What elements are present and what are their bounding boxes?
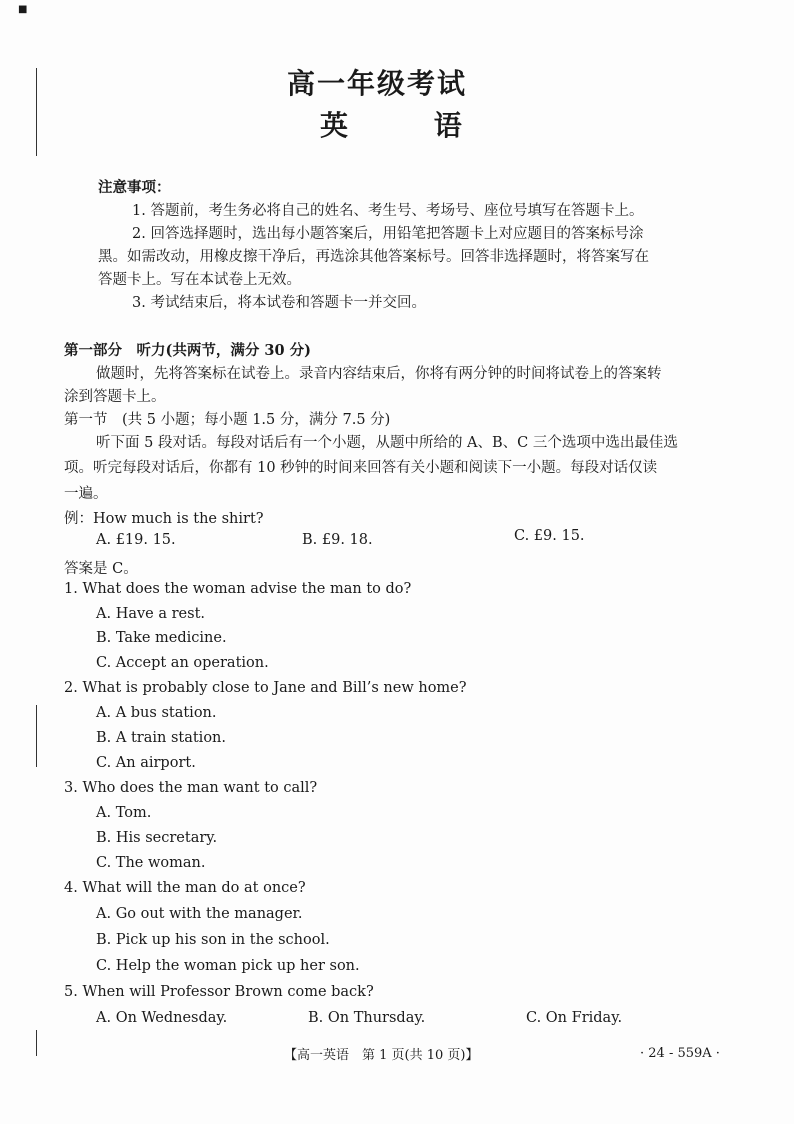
example-option: C. £9. 15.: [514, 528, 585, 544]
example-question: 例：How much is the shirt?: [64, 511, 264, 527]
question-text: 2. What is probably close to Jane and Bill’s new home?: [64, 680, 467, 696]
answer-option: B. Take medicine.: [96, 630, 227, 646]
notice-item: 2. 回答选择题时，选出每小题答案后，用铅笔把答题卡上对应题目的答案标号涂: [132, 226, 644, 242]
answer-option: B. Pick up his son in the school.: [96, 932, 330, 948]
answer-option: C. Accept an operation.: [96, 655, 269, 671]
answer-option: B. A train station.: [96, 730, 226, 746]
corner-mark: ■: [18, 4, 28, 15]
notice-item: 黑。如需改动，用橡皮擦干净后，再选涂其他答案标号。回答非选择题时，将答案写在: [98, 249, 649, 265]
notice-item: 1. 答题前，考生务必将自己的姓名、考生号、考场号、座位号填写在答题卡上。: [132, 203, 644, 219]
margin-line-top: [36, 68, 37, 156]
part1-intro: 做题时，先将答案标在试卷上。录音内容结束后，你将有两分钟的时间将试卷上的答案转: [96, 366, 662, 382]
notice-item: 答题卡上。写在本试卷上无效。: [98, 272, 301, 288]
answer-option: A. Have a rest.: [96, 606, 206, 622]
notice-heading: 注意事项：: [98, 179, 171, 196]
answer-option: C. On Friday.: [526, 1010, 623, 1026]
section1-heading: 第一节 (共 5 小题；每小题 1.5 分，满分 7.5 分): [64, 412, 391, 428]
example-answer: 答案是 C。: [64, 561, 138, 577]
answer-option: B. On Thursday.: [308, 1010, 426, 1026]
answer-option: A. On Wednesday.: [96, 1010, 228, 1026]
question-text: 3. Who does the man want to call?: [64, 780, 318, 796]
section1-instructions: 听下面 5 段对话。每段对话后有一个小题，从题中所给的 A、B、C 三个选项中选出最佳选: [96, 435, 678, 451]
answer-option: C. Help the woman pick up her son.: [96, 958, 360, 974]
margin-line-middle: [36, 705, 37, 767]
exam-code: · 24 - 559A ·: [640, 1046, 720, 1061]
question-text: 4. What will the man do at once?: [64, 880, 306, 896]
question-text: 1. What does the woman advise the man to do?: [64, 581, 412, 597]
section1-instructions: 一遍。: [64, 486, 108, 502]
answer-option: A. A bus station.: [96, 705, 217, 721]
part1-heading: 第一部分 听力(共两节，满分 30 分): [64, 342, 311, 359]
margin-line-bottom: [36, 1030, 37, 1056]
answer-option: A. Tom.: [96, 805, 152, 821]
notice-item: 3. 考试结束后，将本试卷和答题卡一并交回。: [132, 295, 426, 311]
answer-option: A. Go out with the manager.: [96, 906, 303, 922]
part1-intro: 涂到答题卡上。: [64, 389, 166, 405]
page-footer: 【高一英语 第 1 页(共 10 页)】: [284, 1048, 479, 1063]
question-text: 5. When will Professor Brown come back?: [64, 984, 374, 1000]
answer-option: C. An airport.: [96, 755, 196, 771]
page-title: 高一年级考试: [287, 67, 468, 100]
section1-instructions: 项。听完每段对话后，你都有 10 秒钟的时间来回答有关小题和阅读下一小题。每段对话仅读: [64, 460, 658, 476]
subject-title: 英 语: [320, 109, 500, 142]
answer-option: C. The woman.: [96, 855, 206, 871]
example-option: A. £19. 15.: [96, 532, 176, 548]
answer-option: B. His secretary.: [96, 830, 218, 846]
example-option: B. £9. 18.: [302, 532, 373, 548]
